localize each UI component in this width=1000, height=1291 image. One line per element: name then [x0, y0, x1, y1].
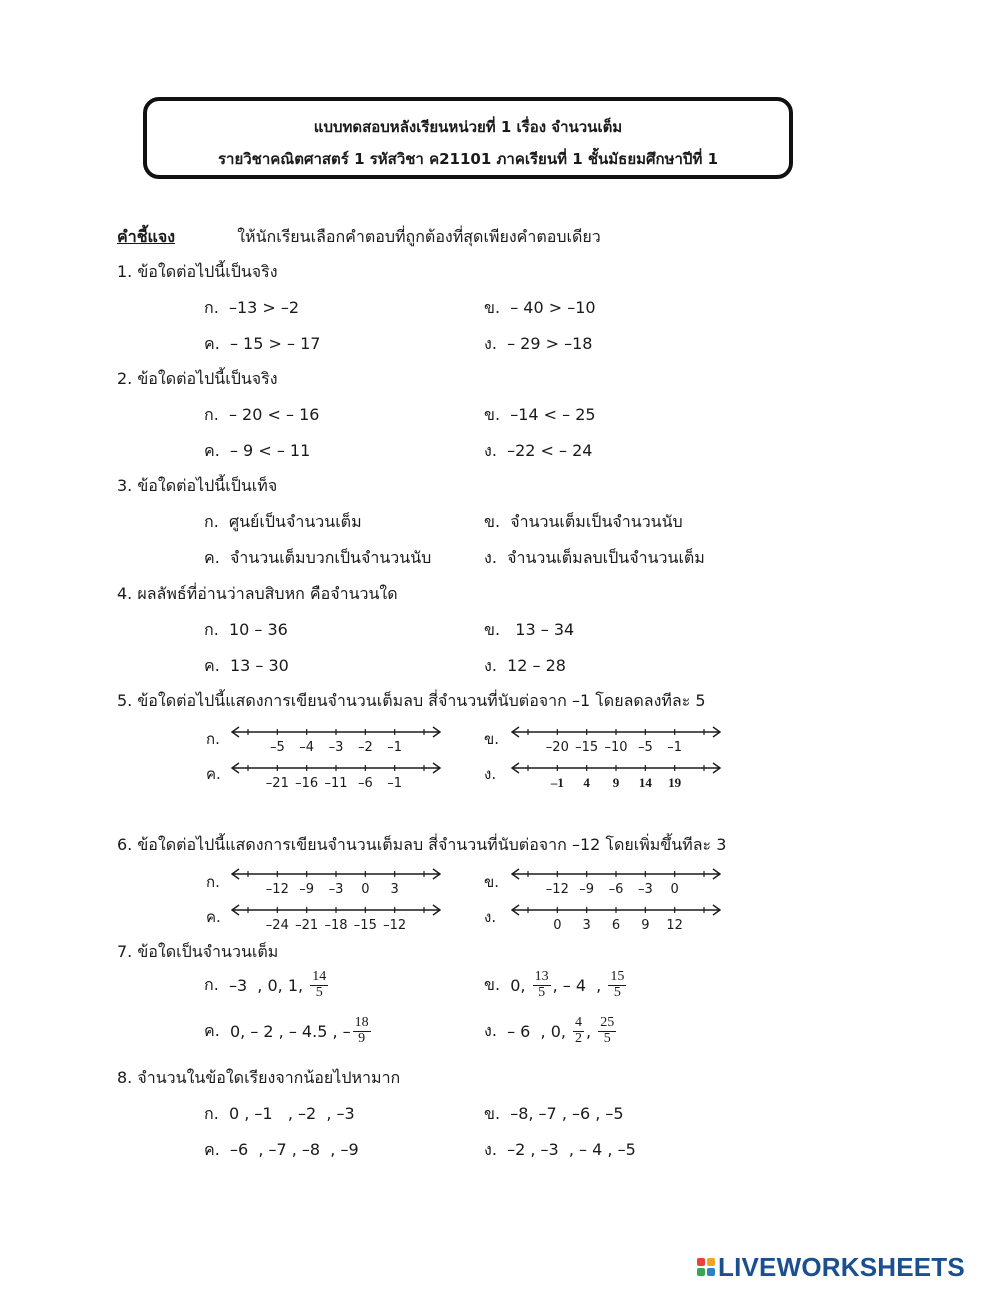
- option-text: 10 – 36: [228, 620, 288, 639]
- tick-label: 0: [670, 882, 679, 897]
- q3-option-a[interactable]: [204, 510, 362, 535]
- q5-option-a-letter[interactable]: ก.: [206, 730, 220, 748]
- option-text: – 29 > –18: [507, 334, 593, 353]
- tick-label: –12: [383, 918, 407, 933]
- question-1: 1. ข้อใดต่อไปนี้เป็นจริง: [117, 262, 278, 281]
- fraction: $\frac{14}{5}$: [312, 969, 327, 1000]
- tick-label: –1: [387, 740, 403, 755]
- tick-label: 4: [583, 775, 590, 790]
- tick-label: –24: [265, 918, 289, 933]
- tick-label: –6: [357, 776, 373, 791]
- q1-option-c[interactable]: [204, 332, 320, 357]
- q6-option-a-letter[interactable]: ก.: [206, 873, 220, 891]
- tick-label: –2: [357, 740, 373, 755]
- q3-option-d[interactable]: [484, 546, 705, 571]
- option-letter: ข.: [484, 620, 501, 639]
- q4-option-d[interactable]: [484, 654, 566, 679]
- tick-label: 12: [666, 918, 683, 933]
- tick-label: –11: [324, 776, 348, 791]
- option-letter: ง.: [484, 441, 497, 460]
- q8-option-b[interactable]: [484, 1102, 624, 1127]
- option-letter: ง.: [484, 548, 497, 567]
- q8-option-c[interactable]: [204, 1138, 359, 1163]
- option-text: – 15 > – 17: [229, 334, 321, 353]
- tick-label: 6: [611, 918, 621, 933]
- option-letter: ค.: [204, 548, 220, 567]
- option-text: จำนวนเต็มบวกเป็นจำนวนนับ: [229, 548, 432, 567]
- option-letter: ค.: [204, 656, 220, 675]
- option-letter: ก.: [204, 620, 219, 639]
- tick-label: –6: [608, 882, 624, 897]
- question-3: 3. ข้อใดต่อไปนี้เป็นเท็จ: [117, 476, 278, 495]
- q7-option-d[interactable]: [484, 1016, 618, 1046]
- q1-option-d[interactable]: [484, 332, 592, 357]
- tick-label: –15: [575, 740, 599, 755]
- tick-label: –12: [545, 882, 569, 897]
- option-letter: ข.: [484, 512, 501, 531]
- tick-label: –1: [667, 740, 683, 755]
- option-letter: ง.: [484, 1140, 497, 1159]
- option-letter: ก.: [204, 974, 219, 994]
- option-text: จำนวนเต็มลบเป็นจำนวนเต็ม: [507, 548, 705, 567]
- q6-option-b-letter[interactable]: ข.: [484, 873, 500, 891]
- worksheet-title: แบบทดสอบหลังเรียนหน่วยที่ 1 เรื่อง จำนวนเต็ม: [313, 118, 623, 136]
- fraction: $\frac{15}{5}$: [610, 969, 625, 1000]
- tick-label: –21: [265, 776, 289, 791]
- option-letter: ง.: [484, 656, 497, 675]
- q5-number-line-d[interactable]: [510, 760, 722, 790]
- q7-option-c[interactable]: [204, 1016, 373, 1046]
- tick-label: –21: [295, 918, 319, 933]
- option-text: 0, – 2 , – 4.5 , –: [229, 1021, 351, 1041]
- option-text: – 6 , 0,: [507, 1021, 572, 1041]
- q6-option-c-letter[interactable]: ค.: [206, 908, 221, 926]
- q2-option-c[interactable]: [204, 439, 310, 464]
- tick-label: –5: [637, 740, 653, 755]
- q7-option-a[interactable]: [204, 970, 330, 1000]
- fraction: $\frac{4}{2}$: [575, 1015, 583, 1046]
- tick-label: –5: [269, 740, 285, 755]
- q5-number-line-b[interactable]: [510, 724, 722, 754]
- option-letter: ค.: [204, 334, 220, 353]
- q6-option-d-letter[interactable]: ง.: [484, 908, 497, 926]
- option-text: – 20 < – 16: [228, 405, 320, 424]
- q5-option-c-letter[interactable]: ค.: [206, 765, 221, 783]
- q6-number-line-a[interactable]: [230, 866, 442, 896]
- q5-number-line-c[interactable]: [230, 760, 442, 790]
- option-letter: ง.: [484, 1020, 497, 1040]
- tick-label: –9: [579, 882, 595, 897]
- option-text: –3 , 0, 1,: [228, 975, 309, 995]
- option-text: 0,: [510, 975, 531, 995]
- tick-label: –10: [604, 740, 628, 755]
- question-6: 6. ข้อใดต่อไปนี้แสดงการเขียนจำนวนเต็มลบ สี่จำนวนที่นับต่อจาก –12 โดยเพิ่มขึ้นทีละ 3: [117, 835, 727, 854]
- logo-blocks-icon: [697, 1258, 715, 1276]
- liveworksheets-logo: [697, 1252, 965, 1282]
- q8-option-d[interactable]: [484, 1138, 636, 1163]
- question-7: 7. ข้อใดเป็นจำนวนเต็ม: [117, 942, 279, 961]
- tick-label: 3: [582, 918, 591, 933]
- option-letter: ข.: [484, 974, 501, 994]
- course-info: รายวิชาคณิตศาสตร์ 1 รหัสวิชา ค21101 ภาคเรียนที่ 1 ชั้นมัธยมศึกษาปีที่ 1: [217, 150, 719, 168]
- q5-number-line-a[interactable]: [230, 724, 442, 754]
- tick-label: –3: [328, 740, 344, 755]
- q1-option-a[interactable]: [204, 296, 299, 321]
- question-2: 2. ข้อใดต่อไปนี้เป็นจริง: [117, 369, 278, 388]
- option-letter: ง.: [484, 334, 497, 353]
- option-text: – 40 > –10: [510, 298, 596, 317]
- q6-number-line-d[interactable]: [510, 902, 722, 932]
- tick-label: –18: [324, 918, 348, 933]
- tick-label: –15: [353, 918, 377, 933]
- instructions-text: ให้นักเรียนเลือกคำตอบที่ถูกต้องที่สุดเพียงคำตอบเดียว: [237, 227, 601, 246]
- tick-label: 3: [390, 882, 399, 897]
- option-text: 13 – 30: [229, 656, 289, 675]
- option-letter: ก.: [204, 298, 219, 317]
- q4-option-b[interactable]: [484, 618, 574, 643]
- logo-text: LIVEWORKSHEETS: [718, 1251, 965, 1282]
- q1-option-b[interactable]: [484, 296, 596, 321]
- option-letter: ค.: [204, 1020, 220, 1040]
- option-text: –14 < – 25: [510, 405, 596, 424]
- q5-option-d-letter[interactable]: ง.: [484, 765, 497, 783]
- option-letter: ค.: [204, 1140, 220, 1159]
- option-letter: ค.: [204, 441, 220, 460]
- option-text: –8, –7 , –6 , –5: [510, 1104, 624, 1123]
- tick-label: –12: [265, 882, 289, 897]
- tick-label: 0: [553, 918, 562, 933]
- q3-option-b[interactable]: [484, 510, 683, 535]
- q4-option-c[interactable]: [204, 654, 289, 679]
- option-text: – 9 < – 11: [229, 441, 311, 460]
- tick-label: –16: [295, 776, 319, 791]
- option-text: –22 < – 24: [507, 441, 593, 460]
- option-letter: ข.: [484, 405, 501, 424]
- option-letter: ก.: [204, 512, 219, 531]
- option-letter: ก.: [204, 405, 219, 424]
- tick-label: –1: [550, 775, 564, 790]
- option-text: –6 , –7 , –8 , –9: [229, 1140, 359, 1159]
- option-text: ศูนย์เป็นจำนวนเต็ม: [228, 512, 362, 531]
- option-letter: ก.: [204, 1104, 219, 1123]
- option-text: , – 4 ,: [552, 975, 607, 995]
- option-letter: ข.: [484, 1104, 501, 1123]
- tick-label: –3: [328, 882, 344, 897]
- tick-label: 9: [641, 918, 650, 933]
- q6-number-line-b[interactable]: [510, 866, 722, 896]
- question-5: 5. ข้อใดต่อไปนี้แสดงการเขียนจำนวนเต็มลบ สี่จำนวนที่นับต่อจาก –1 โดยลดลงทีละ 5: [117, 691, 706, 710]
- option-text: 0 , –1 , –2 , –3: [228, 1104, 355, 1123]
- q3-option-c[interactable]: [204, 546, 431, 571]
- option-text: จำนวนเต็มเป็นจำนวนนับ: [510, 512, 683, 531]
- tick-label: –9: [299, 882, 315, 897]
- option-letter: ข.: [484, 298, 501, 317]
- q2-option-d[interactable]: [484, 439, 592, 464]
- q2-option-a[interactable]: [204, 403, 319, 428]
- instructions-label: คำชี้แจง: [117, 227, 176, 246]
- tick-label: –4: [299, 740, 315, 755]
- question-4: 4. ผลลัพธ์ที่อ่านว่าลบสิบหก คือจำนวนใด: [117, 584, 398, 603]
- title-box: [143, 97, 793, 179]
- q7-option-b[interactable]: [484, 970, 628, 1000]
- tick-label: –3: [637, 882, 653, 897]
- option-text: 13 – 34: [510, 620, 575, 639]
- option-text: –13 > –2: [228, 298, 300, 317]
- tick-label: 14: [638, 775, 652, 790]
- instructions: [117, 225, 601, 250]
- fraction: $\frac{18}{9}$: [354, 1015, 369, 1046]
- option-text: ,: [586, 1021, 597, 1041]
- tick-label: 0: [361, 882, 370, 897]
- tick-label: –1: [387, 776, 403, 791]
- tick-label: –20: [545, 740, 569, 755]
- q2-option-b[interactable]: [484, 403, 596, 428]
- tick-label: 9: [612, 775, 620, 790]
- q4-option-a[interactable]: [204, 618, 288, 643]
- fraction: $\frac{25}{5}$: [600, 1015, 615, 1046]
- q8-option-a[interactable]: [204, 1102, 355, 1127]
- question-8: 8. จำนวนในข้อใดเรียงจากน้อยไปหามาก: [117, 1068, 401, 1087]
- q6-number-line-c[interactable]: [230, 902, 442, 932]
- option-text: –2 , –3 , – 4 , –5: [507, 1140, 636, 1159]
- fraction: $\frac{13}{5}$: [534, 969, 549, 1000]
- tick-label: 19: [668, 775, 682, 790]
- option-text: 12 – 28: [507, 656, 566, 675]
- q5-option-b-letter[interactable]: ข.: [484, 730, 500, 748]
